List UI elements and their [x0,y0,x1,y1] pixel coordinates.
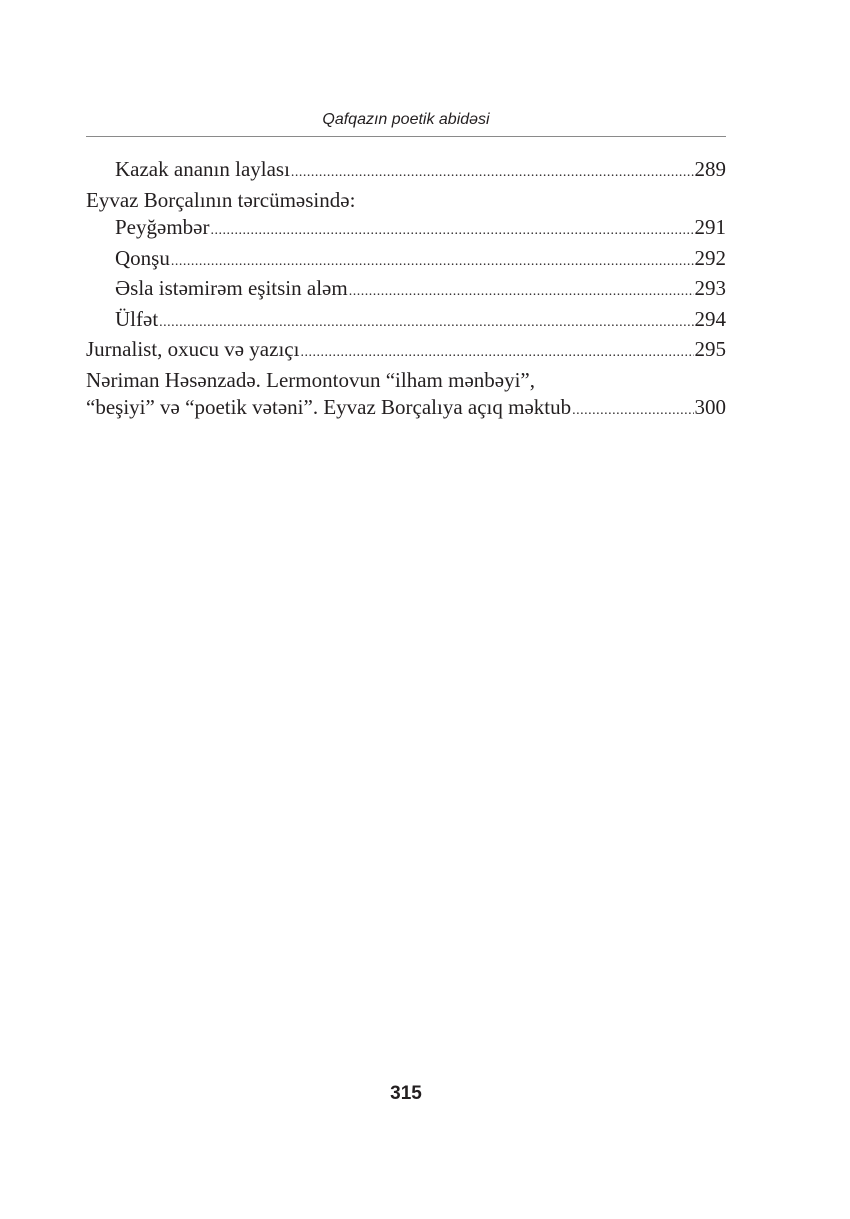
toc-entry-title: Kazak ananın laylası [115,157,290,181]
dot-leader [300,339,693,367]
toc-section-heading [86,187,726,215]
toc-entry-page: 289 [694,157,726,181]
toc-entry-kazak-anann-laylasi[interactable] [86,156,726,187]
toc-entry-page: 295 [694,337,726,361]
dot-leader [349,278,694,306]
toc-entry-qonsu[interactable] [86,245,726,276]
toc-entry-jurnalist[interactable] [86,336,726,367]
toc-entry-page: 293 [694,276,726,300]
toc-entry-page: 292 [694,245,726,270]
dot-leader [572,397,693,425]
running-header: Qafqazın poetik abidəsi [322,111,490,128]
toc-entry-title: Əsla istəmirəm eşitsin aləm [115,276,348,300]
dot-leader [291,159,694,187]
dot-leader [210,217,693,245]
toc-entry-page: 294 [694,306,726,331]
toc-section-title: Eyvaz Borçalının tərcüməsində: [86,187,356,212]
toc-entry-page: 291 [694,215,726,239]
toc-entry-title: “beşiyi” və “poetik vətəni”. Eyvaz Borçalıya açıq məktub [86,395,572,419]
toc-entry-title: Ülfət [115,306,159,331]
page-number: 315 [390,1083,422,1104]
dot-leader [171,248,694,276]
toc-entry-title: Jurnalist, oxucu və yazıçı [86,337,300,361]
toc-entry-hasanzade-line-2[interactable] [86,394,726,425]
toc-entry-title: Qonşu [115,245,170,270]
table-of-contents [86,156,726,425]
toc-entry-title: Peyğəmbər [115,215,210,239]
toc-entry-esla-istemirem[interactable] [86,275,726,306]
toc-entry-peygember[interactable] [86,214,726,245]
toc-entry-title: Nəriman Həsənzadə. Lermontovun “ilham mənbəyi”, [86,367,535,392]
toc-entry-ulfet[interactable] [86,306,726,337]
dot-leader [159,309,693,337]
toc-entry-page: 300 [694,395,726,419]
toc-entry-hasanzade-line-1[interactable] [86,367,726,395]
header-divider [86,136,726,137]
